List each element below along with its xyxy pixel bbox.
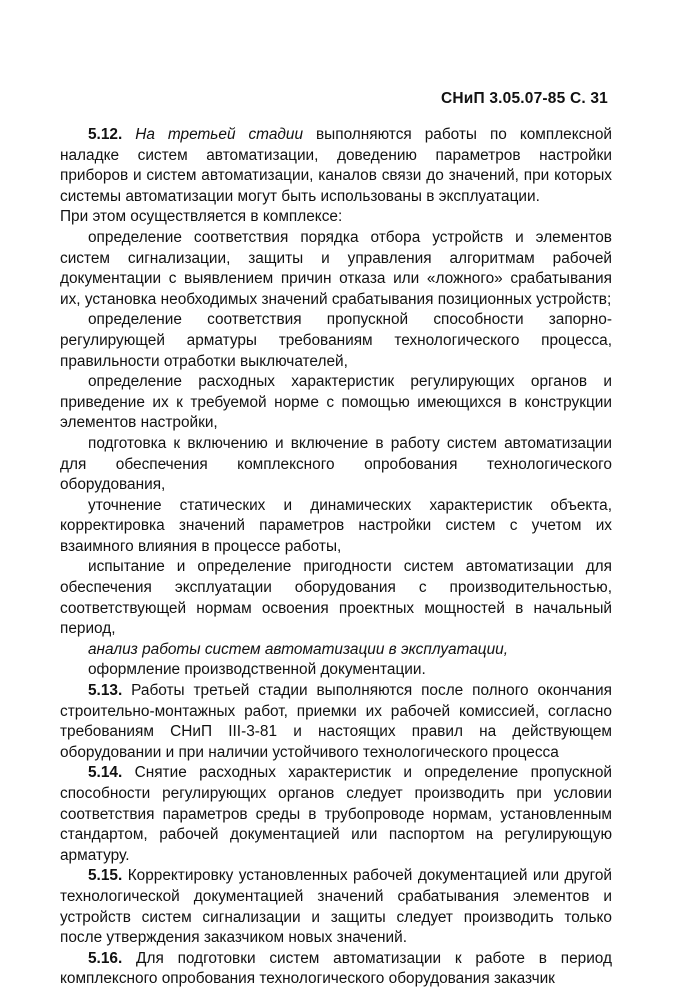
- paragraph-text: выполняются работы по комплексной наладке систем автоматизации, доведению параметров настройки приборов и систем автоматизации, каналов связи до значений, при которых системы автоматизации могут быть использованы в эксплуатации.: [60, 126, 612, 205]
- section-number: 5.16.: [88, 949, 123, 967]
- paragraph-5-12: [60, 125, 612, 207]
- section-number: 5.13.: [88, 682, 123, 700]
- section-number: 5.12.: [88, 126, 123, 143]
- list-item: уточнение статических и динамических характеристик объекта, корректировка значений параметров настройки систем с учетом их взаимного влияния в процессе работы,: [60, 496, 612, 555]
- list-item: определение соответствия пропускной способности запорно-регулирующей арматуры требованиям технологического процесса, правильности отработки выключателей,: [60, 311, 612, 370]
- italic-lead: На третьей стадии: [135, 126, 304, 143]
- document-body: [60, 125, 612, 990]
- page-header: СНиП 3.05.07-85 С. 31: [440, 90, 608, 107]
- section-number: 5.14.: [88, 764, 123, 782]
- paragraph-5-14: [60, 763, 612, 866]
- paragraph-5-16: [60, 949, 612, 990]
- paragraph-text: Для подготовки систем автоматизации к работе в период комплексного опробования технологического оборудования заказчик: [60, 949, 613, 988]
- paragraph-text: Работы третьей стадии выполняются после полного окончания строительно-монтажных работ, приемки их рабочей комиссией, согласно требованиям СНиП III-3-81 и настоящих правил на действующем оборудовании и при наличии устойчивого технологического процесса: [60, 682, 612, 761]
- list-item: определение соответствия порядка отбора устройств и элементов систем сигнализации, защиты и управления алгоритмам рабочей документации с выявлением причин отказа или «ложного» срабатывания их, установка необходимых значений срабатывания позиционных устройств;: [60, 228, 612, 308]
- section-number: 5.15.: [88, 867, 123, 885]
- list-item: определение расходных характеристик регулирующих органов и приведение их к требуемой норме с помощью имеющихся в конструкции элементов настройки,: [60, 373, 612, 432]
- paragraph-5-13: [60, 681, 612, 763]
- list-item: подготовка к включению и включение в работу систем автоматизации для обеспечения комплексного опробования технологического оборудования,: [60, 434, 612, 494]
- paragraph-text: Корректировку установленных рабочей документацией или другой технологической документацией значений срабатывания элементов и устройств систем сигнализации и защиты следует производить только после утверждения заказчиком новых значений.: [60, 867, 612, 947]
- paragraph-5-15: [60, 866, 612, 948]
- paragraph-text: Снятие расходных характеристик и определение пропускной способности регулирующих органов следует производить при условии соответствия параметров среды в трубопроводе нормам, установленным стандартом, рабочей документацией или паспортом на регулирующую арматуру.: [60, 764, 612, 864]
- list-item-italic: анализ работы систем автоматизации в эксплуатации,: [88, 640, 508, 658]
- list-item: испытание и определение пригодности систем автоматизации для обеспечения эксплуатации оборудования с производительностью, соответствующей нормам освоения проектных мощностей в начальный период,: [60, 558, 612, 638]
- list-item: оформление производственной документации.: [88, 661, 426, 679]
- paragraph-continuation: При этом осуществляется в комплексе:: [60, 208, 343, 226]
